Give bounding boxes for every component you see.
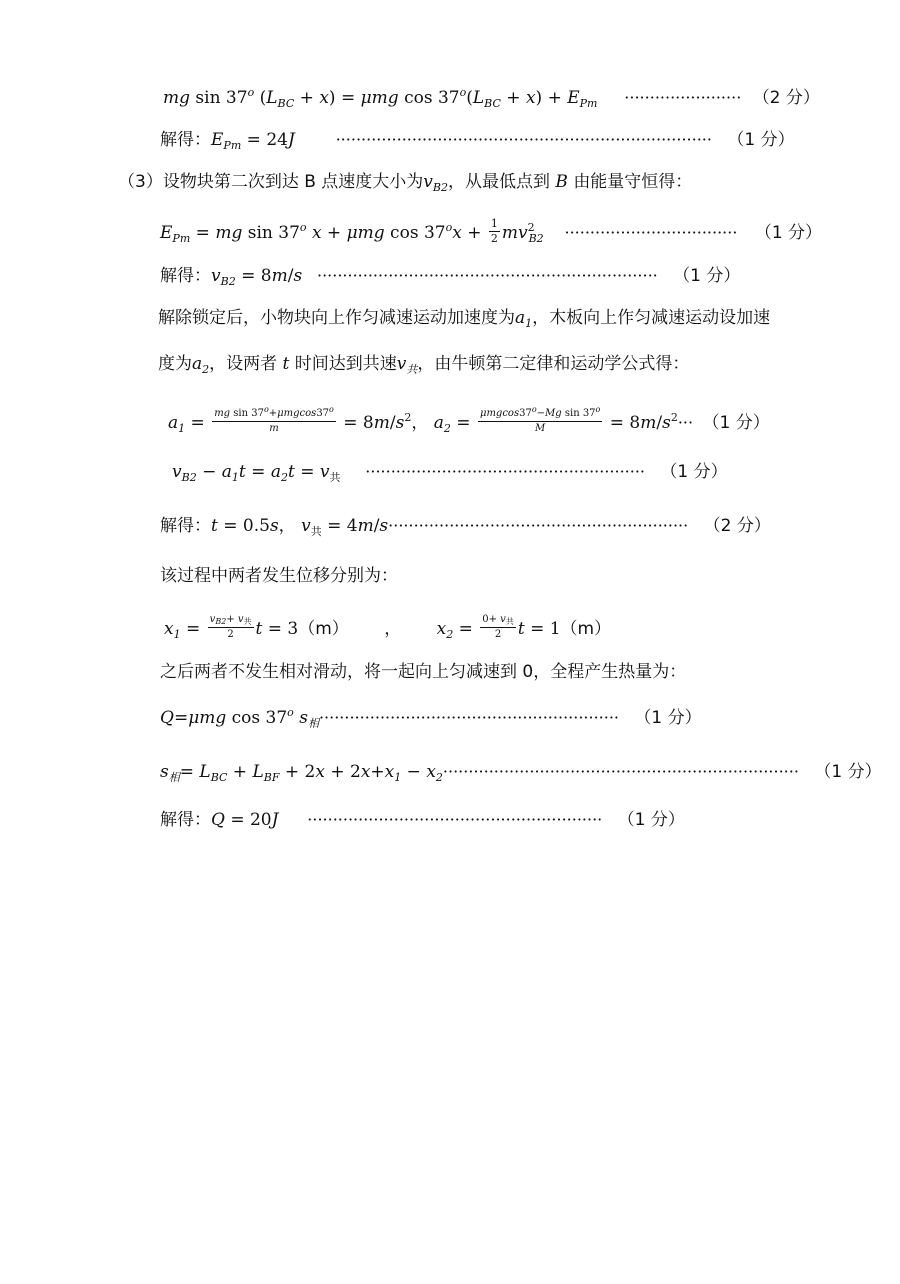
leader-dots: ··········································································	[335, 130, 712, 149]
leader-dots: ···························································	[388, 516, 689, 535]
paragraph-text: 度为	[158, 354, 192, 374]
score-label: （1 分）	[634, 708, 702, 728]
unit-meter: （m）	[298, 619, 349, 639]
score-label: （1 分）	[617, 810, 685, 830]
solution-label: 解得：	[160, 266, 211, 286]
equation-heat: Q=μmg cos 37$^o$ $s_相\cdot\cdot\cdot\cdot\cdot\cdot\cdot\cdot\cdot\cdot\cdot\cdot\cdot\cdot\cdot\cdot\cdot\cdot\cdot\cdot\cdot\cdot\cdot\cdot\cdot\cdot\cdot\cdot\cdot\cdot\cdot\cdot\cdot\cdot\cdot\cdot\cdot\cdot\cdot\cdot\cdot\cdot\cdot\cdot\cdot\cdot\cdot\cdot\cdot\cdot\cdot\cdot\cdot\cdot\cdot\cdot\cdot\cdot\cdot (1$ 分）	[160, 706, 702, 730]
leader-dots: ··························································	[307, 810, 603, 829]
leader-dots: ··································	[564, 223, 738, 242]
paragraph-text: ，由牛顿第二定律和运动学公式得：	[417, 354, 690, 374]
leader-dots: ······································································	[442, 762, 799, 781]
paragraph-text: 解除锁定后，小物块向上作匀减速运动加速度为	[158, 308, 515, 328]
leader-dots: ···	[677, 413, 694, 432]
solution-t-vcommon: 解得：t = 0.5s， $v_共 = 4m/s\cdot\cdot\cdot\cdot\cdot\cdot\cdot\cdot\cdot\cdot\cdot\cdot\cdot\cdot\cdot\cdot\cdot\cdot\cdot\cdot\cdot\cdot\cdot\cdot\cdot\cdot\cdot\cdot\cdot\cdot\cdot\cdot\cdot\cdot\cdot\cdot\cdot\cdot\cdot\cdot\cdot\cdot\cdot\cdot\cdot\cdot\cdot\cdot\cdot\cdot\cdot\cdot\cdot\cdot\cdot\cdot\cdot\cdot\cdot (2$ 分）	[160, 516, 771, 538]
leader-dots: ···························································	[318, 708, 620, 727]
solution-label: 解得：	[160, 130, 211, 150]
paragraph-text: ，设两者	[209, 354, 278, 374]
solution-label: 解得：	[160, 516, 211, 536]
unlock-description-2: 度为$a_2$，设两者 t 时间达到共速$v_共$，由牛顿第二定律和运动学公式得：	[158, 354, 690, 376]
score-label: （1 分）	[673, 266, 741, 286]
equation-common-velocity: $v_{B2} - a_1t = a_2t = v_共$ ······················································· （1 分）	[172, 462, 728, 484]
separator-comma: ，	[411, 413, 429, 433]
paragraph-text: 时间达到共速	[294, 354, 397, 374]
score-label: （1 分）	[702, 413, 770, 433]
displacement-intro	[160, 568, 398, 585]
separator-comma: ，	[384, 619, 402, 639]
part-3-tail: 由能量守恒得：	[573, 172, 693, 192]
leader-dots: ···································································	[316, 266, 658, 285]
leader-dots: ·······················	[624, 88, 742, 107]
part-3-lead: （3）设物块第二次到达 B 点速度大小为	[118, 172, 424, 192]
paragraph-text: 该过程中两者发生位移分别为：	[160, 566, 398, 586]
score-label: （1 分）	[727, 130, 795, 150]
score-label: （1 分）	[754, 223, 823, 243]
solution-vb2: 解得：$v_{B2} = 8m/s$ ··································································· （1 分）	[160, 266, 741, 288]
paragraph-text: 之后两者不发生相对滑动，将一起向上匀减速到 0，全程产生热量为：	[160, 662, 687, 682]
score-label: （1 分）	[814, 762, 882, 782]
equation-accelerations: $a_1$ = $\frac{mg \sin 37^o+\mu mgcos37^o}{m}$ = $8m/s^2$， $a_2$ = $\frac{\mu mgcos37^o-Mg \sin 37^o}{M}$ = $8m/s^2\cdot\cdot\cdot (1$ 分）	[168, 405, 770, 435]
leader-dots: ·······················································	[365, 462, 646, 481]
score-label: （1 分）	[660, 462, 728, 482]
unlock-description-1: 解除锁定后，小物块向上作匀减速运动加速度为$a_1$，木板向上作匀减速运动设加速	[158, 308, 771, 330]
equation-energy-conservation: $E_{Pm}$ = mg sin 37$^o$ x + μmg $\cos 37^ox$ + $\frac{1}{2}$ $mv^2_{B2}$ ·································· （1 分）	[160, 217, 823, 245]
solution-epm: 解得：$E_{Pm} = 24J$ ·········································································· （1 分）	[160, 130, 795, 152]
part-3-intro: （3）设物块第二次到达 B 点速度大小为$v_{B2}$，从最低点到 B 由能量守恒得：	[118, 172, 693, 194]
separator-comma: ，	[278, 516, 296, 536]
score-label: （2 分）	[752, 88, 820, 108]
equation-relative-path: $s_相= L_{BC} + L_{BF} + 2x + 2x+x_1 - x_2\cdot\cdot\cdot\cdot\cdot\cdot\cdot\cdot\cdot\cdot\cdot\cdot\cdot\cdot\cdot\cdot\cdot\cdot\cdot\cdot\cdot\cdot\cdot\cdot\cdot\cdot\cdot\cdot\cdot\cdot\cdot\cdot\cdot\cdot\cdot\cdot\cdot\cdot\cdot\cdot\cdot\cdot\cdot\cdot\cdot\cdot\cdot\cdot\cdot\cdot\cdot\cdot\cdot\cdot\cdot\cdot\cdot\cdot\cdot\cdot\cdot\cdot\cdot\cdot\cdot\cdot\cdot\cdot\cdot\cdot (1$ 分）	[160, 762, 882, 784]
solution-q: 解得：Q = 20J ·························································· （1 分）	[160, 810, 685, 830]
equation-displacements: $x_1$ = $\frac{v_{B2}+ v_共}{2}$ t = 3（m） ， $x_2$ = $\frac{0+ v_共}{2}$ t = 1（m）	[164, 614, 612, 641]
unit-meter: （m）	[560, 619, 612, 639]
paragraph-text: ，木板向上作匀减速运动设加速	[532, 308, 771, 328]
solution-label: 解得：	[160, 810, 211, 830]
equation-energy-balance: mg sin 37$^o$ $(L_{BC} + x) = \mu mg$ $\cos 37^o(L_{BC} + x) + E_{Pm}$ ······················· （2 分）	[163, 86, 820, 110]
heat-intro	[160, 664, 686, 681]
part-3-mid: ，从最低点到	[448, 172, 550, 192]
score-label: （2 分）	[703, 516, 771, 536]
